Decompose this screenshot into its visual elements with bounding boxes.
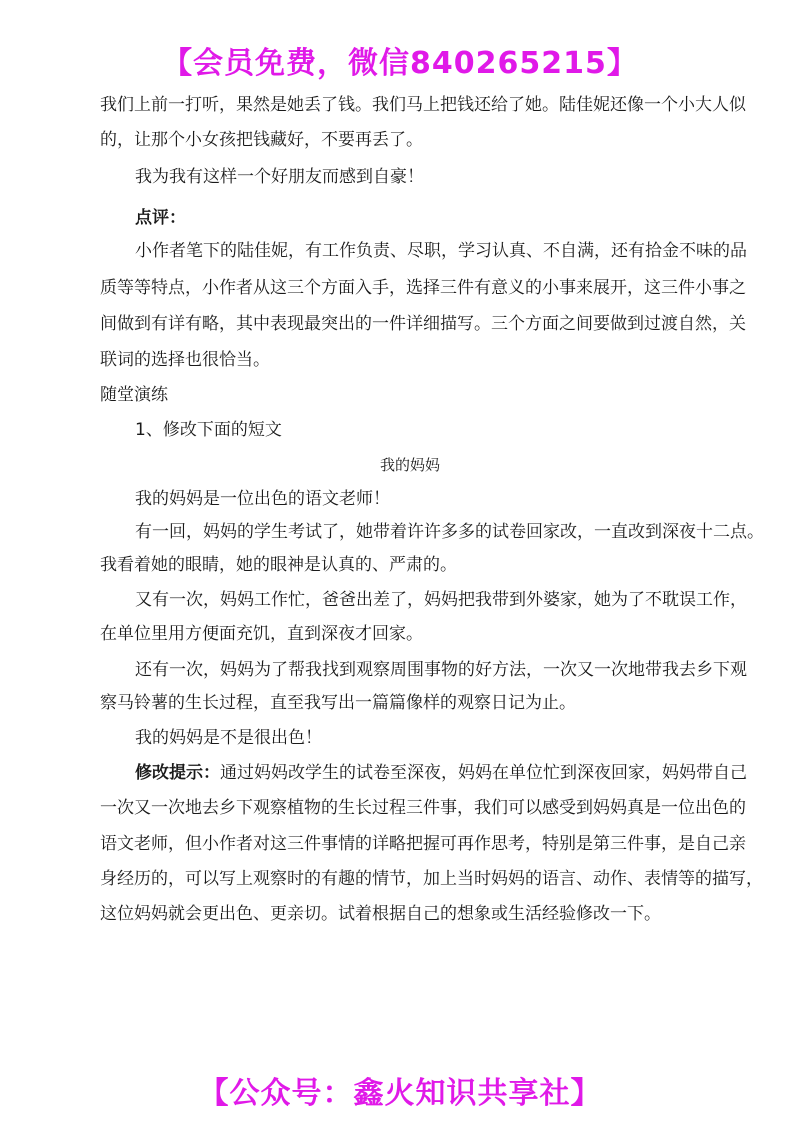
review-line-1: 小作者笔下的陆佳妮，有工作负责、尽职，学习认真、不自满，还有拾金不味的品: [135, 241, 747, 261]
essay-paragraph-4-line-2: 察马铃薯的生长过程，直至我写出一篇篇像样的观察日记为止。: [100, 693, 576, 713]
story-line-1: 我们上前一打听，果然是她丢了钱。我们马上把钱还给了她。陆佳妮还像一个小大人似: [100, 95, 746, 115]
essay-title: 我的妈妈: [380, 456, 441, 474]
review-heading: 点评：: [135, 208, 186, 228]
essay-paragraph-3-line-2: 在单位里用方便面充饥，直到深夜才回家。: [100, 624, 423, 644]
essay-paragraph-5: 我的妈妈是不是很出色！: [135, 728, 322, 748]
story-line-3: 我为我有这样一个好朋友而感到自豪！: [135, 167, 424, 187]
review-line-2: 质等等特点，小作者从这三个方面入手，选择三件有意义的小事来展开，这三件小事之: [100, 278, 746, 298]
header-banner: 【会员免费，微信840265215】: [162, 46, 638, 81]
hint-label: 修改提示：: [135, 763, 220, 783]
hint-line-5: 这位妈妈就会更出色、更亲切。试着根据自己的想象或生活经验修改一下。: [100, 904, 661, 924]
essay-paragraph-4-line-1: 还有一次，妈妈为了帮我找到观察周围事物的好方法，一次又一次地带我去乡下观: [135, 660, 747, 680]
essay-paragraph-2-line-1: 有一回，妈妈的学生考试了，她带着许许多多的试卷回家改，一直改到深夜十二点。: [135, 522, 764, 542]
hint-line-3: 语文老师，但小作者对这三件事情的详略把握可再作思考，特别是第三件事，是自己亲: [100, 834, 746, 854]
practice-task: 1、修改下面的短文: [135, 420, 282, 440]
hint-line-4: 身经历的，可以写上观察时的有趣的情节，加上当时妈妈的语言、动作、表情等的描写，: [100, 869, 763, 889]
hint-line-2: 一次又一次地去乡下观察植物的生长过程三件事，我们可以感受到妈妈真是一位出色的: [100, 798, 746, 818]
essay-paragraph-2-line-2: 我看着她的眼睛，她的眼神是认真的、严肃的。: [100, 555, 457, 575]
review-line-3: 间做到有详有略，其中表现最突出的一件详细描写。三个方面之间要做到过渡自然，关: [100, 314, 746, 334]
hint-line-1-text: 通过妈妈改学生的试卷至深夜，妈妈在单位忙到深夜回家，妈妈带自己: [220, 763, 747, 783]
story-line-2: 的，让那个小女孩把钱藏好，不要再丢了。: [100, 130, 423, 150]
review-line-4: 联词的选择也很恰当。: [100, 350, 270, 370]
essay-paragraph-3-line-1: 又有一次，妈妈工作忙，爸爸出差了，妈妈把我带到外婆家，她为了不耽误工作，: [135, 590, 747, 610]
footer-banner: 【公众号：鑫火知识共享社】: [198, 1076, 602, 1111]
practice-heading: 随堂演练: [100, 385, 168, 405]
hint-line-1: [135, 756, 747, 791]
essay-paragraph-1: 我的妈妈是一位出色的语文老师！: [135, 489, 390, 509]
